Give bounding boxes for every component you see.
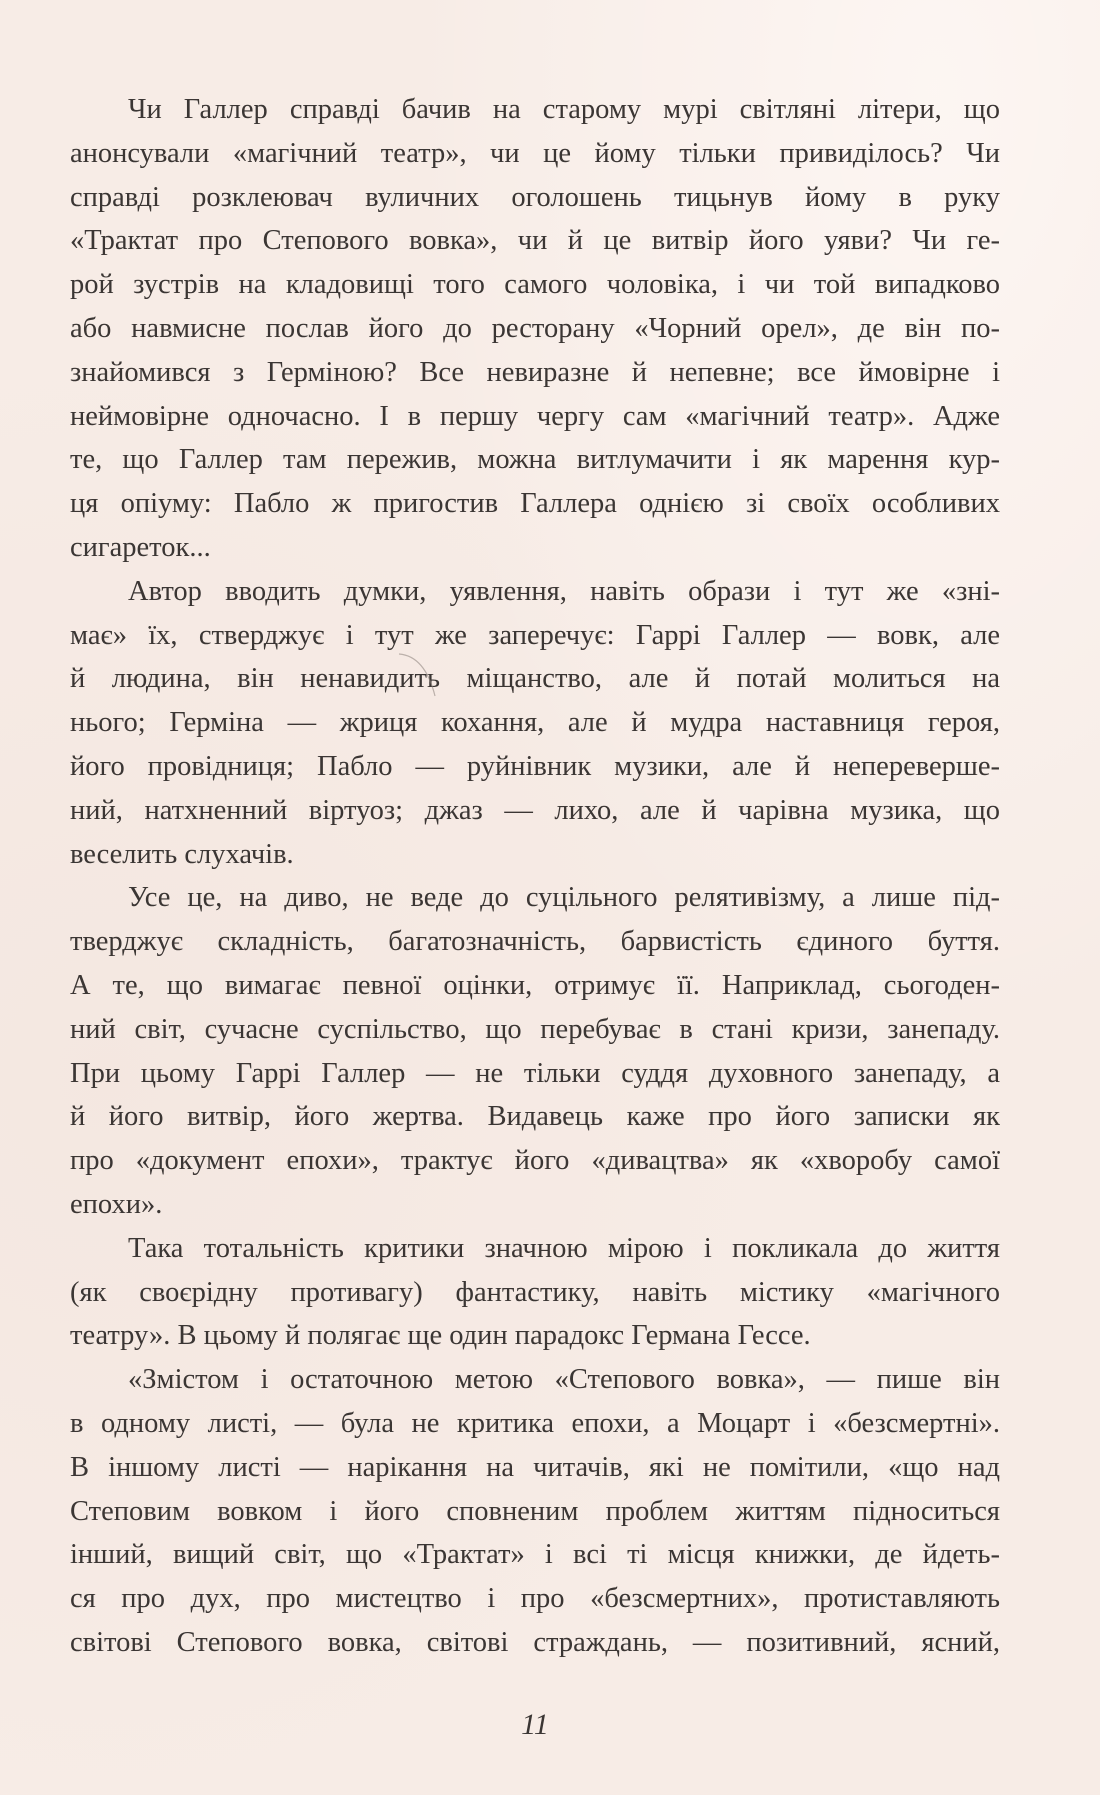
page-number: 11: [521, 1708, 549, 1741]
text-line: його провідниця; Пабло — руйнівник музики, але й неперевершe-: [70, 750, 1000, 782]
text-line: епохи».: [70, 1188, 163, 1220]
text-line: в одному листі, — була не критика епохи, а Моцарт і «безсмертні».: [70, 1407, 1000, 1439]
text-line: «Змістом і остаточною метою «Степового вовка», — пише він: [128, 1364, 1000, 1396]
text-line: Чи Галлер справді бачив на старому мурі світляні літери, що: [128, 94, 1000, 125]
text-line: ця опіуму: Пабло ж пригостив Галлера однією зі своїх особливих: [70, 488, 1000, 520]
text-line: й людина, він ненавидить міщанство, але й потай молиться на: [70, 663, 1000, 695]
text-line: сигареток...: [70, 531, 211, 563]
text-line: Степовим вовком і його сповненим проблем життям підноситься: [70, 1495, 1000, 1527]
text-line: знайомився з Герміною? Все невиразне й непевне; все ймовірне і: [70, 356, 1000, 388]
text-line: (як своєрідну противагу) фантастику, навіть містику «магічного: [70, 1276, 1000, 1308]
body-text: [70, 88, 1000, 1665]
text-line: ний, натхненний віртуоз; джаз — лихо, але й чарівна музика, що: [70, 794, 1000, 826]
text-line: Усе це, на диво, не веде до суцільного релятивізму, а лише під-: [128, 882, 1000, 914]
text-line: В іншому листі — нарікання на читачів, які не помітили, «що над: [70, 1451, 1000, 1483]
paragraph-2: [70, 570, 1000, 877]
text-line: ний світ, сучасне суспільство, що перебуває в стані кризи, занепаду.: [70, 1013, 1000, 1045]
text-line: інший, вищий світ, що «Трактат» і всі ті місця книжки, де йдеть-: [70, 1539, 1000, 1571]
paragraph-5: [70, 1358, 1000, 1665]
text-line: й його витвір, його жертва. Видавець каже про його записки як: [70, 1101, 1000, 1133]
text-line: «Трактат про Степового вовка», чи й це витвір його уяви? Чи ге-: [70, 225, 1000, 257]
paragraph-3: [70, 876, 1000, 1226]
text-line: ся про дух, про мистецтво і про «безсмертних», протиставляють: [70, 1583, 1000, 1615]
text-line: має» їх, стверджує і тут же заперечує: Гаррі Галлер — вовк, але: [70, 619, 1000, 651]
text-line: анонсували «магічний театр», чи це йому тільки привиділось? Чи: [70, 137, 1000, 169]
text-line: Автор вводить думки, уявлення, навіть образи і тут же «зні-: [128, 575, 1000, 607]
text-line: веселить слухачів.: [70, 838, 294, 870]
text-line: неймовірне одночасно. І в першу чергу сам «магічний театр». Адже: [70, 400, 1000, 432]
paragraph-1: [70, 88, 1000, 570]
text-line: нього; Герміна — жриця кохання, але й мудра наставниця героя,: [70, 707, 1000, 739]
text-line: театру». В цьому й полягає ще один парадокс Германа Гессе.: [70, 1320, 811, 1352]
text-line: світові Степового вовка, світові страждань, — позитивний, ясний,: [70, 1626, 1000, 1658]
text-line: справді розклеювач вуличних оголошень тицьнув йому в руку: [70, 181, 1000, 213]
text-line: те, що Галлер там пережив, можна витлумачити і як марення кур-: [70, 444, 1000, 476]
paragraph-4: [70, 1227, 1000, 1358]
text-line: При цьому Гаррі Галлер — не тільки суддя духовного занепаду, а: [70, 1057, 1000, 1089]
text-line: тверджує складність, багатозначність, барвистість єдиного буття.: [70, 926, 1000, 958]
text-line: А те, що вимагає певної оцінки, отримує її. Наприклад, сьогоден-: [70, 969, 1000, 1001]
text-line: або навмисне послав його до ресторану «Чорний орел», де він по-: [70, 312, 1000, 344]
text-line: рой зустрів на кладовищі того самого чоловіка, і чи той випадково: [70, 269, 1000, 301]
text-line: Така тотальність критики значною мірою і покликала до життя: [128, 1232, 1000, 1264]
text-line: про «документ епохи», трактує його «дивацтва» як «хворобу самої: [70, 1145, 1000, 1177]
